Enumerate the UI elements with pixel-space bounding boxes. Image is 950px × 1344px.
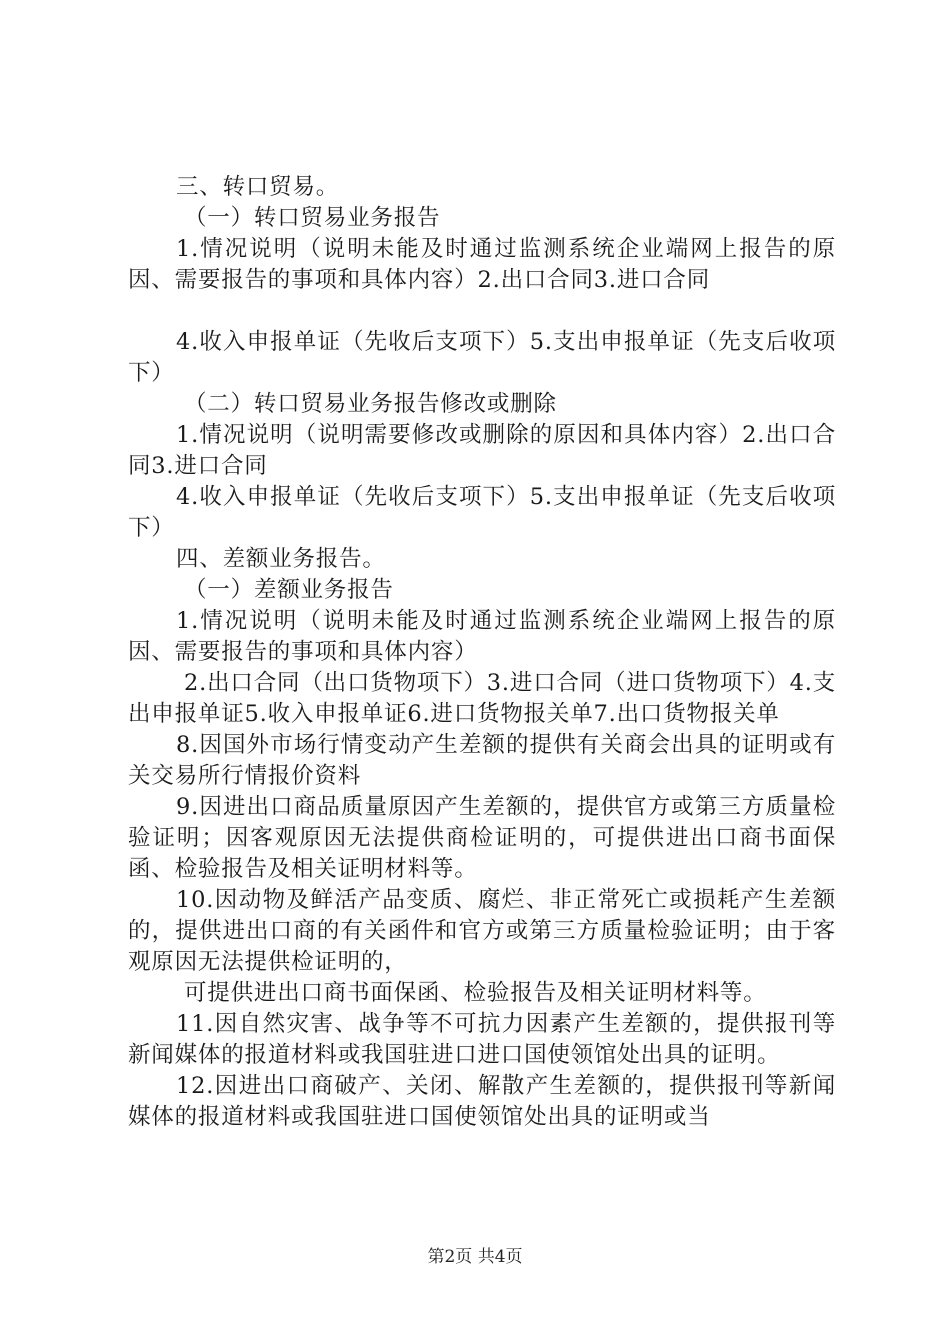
paragraph-4-1-item-2: 2.出口合同（出口货物项下）3.进口合同（进口货物项下）4.支出申报单证5.收入申报单证6.进口货物报关单7.出口货物报关单: [128, 670, 836, 727]
paragraph-4-1-item-12: 12.因进出口商破产、关闭、解散产生差额的，提供报刊等新闻媒体的报道材料或我国驻进口国使领馆处出具的证明或当: [128, 1073, 836, 1130]
subsection-heading-3-2: （二）转口贸易业务报告修改或删除: [184, 391, 557, 417]
section-heading-3: 三、转口贸易。: [176, 174, 340, 200]
subsection-heading-4-1: （一）差额业务报告: [184, 577, 394, 603]
subsection-heading-3-1: （一）转口贸易业务报告: [184, 205, 441, 231]
section-heading-4: 四、差额业务报告。: [176, 546, 386, 572]
document-body: [128, 172, 836, 1133]
paragraph-4-1-item-8: 8.因国外市场行情变动产生差额的提供有关商会出具的证明或有关交易所行情报价资料: [128, 732, 836, 789]
paragraph-4-1-item-10-cont: 可提供进出口商书面保函、检验报告及相关证明材料等。: [184, 980, 767, 1006]
paragraph-4-1-item-11: 11.因自然灾害、战争等不可抗力因素产生差额的，提供报刊等新闻媒体的报道材料或我国驻进口进口国使领馆处出具的证明。: [128, 1011, 836, 1068]
paragraph-3-1-item-1: 1.情况说明（说明未能及时通过监测系统企业端网上报告的原因、需要报告的事项和具体内容）2.出口合同3.进口合同: [128, 236, 836, 293]
page-number: 第2页 共4页: [427, 1247, 523, 1267]
paragraph-3-1-item-4: 4.收入申报单证（先收后支项下）5.支出申报单证（先支后收项下）: [128, 329, 836, 386]
paragraph-4-1-item-10: 10.因动物及鲜活产品变质、腐烂、非正常死亡或损耗产生差额的，提供进出口商的有关函件和官方或第三方质量检验证明；由于客观原因无法提供检证明的，: [128, 887, 836, 975]
page-footer: [0, 1242, 950, 1267]
paragraph-4-1-item-1: 1.情况说明（说明未能及时通过监测系统企业端网上报告的原因、需要报告的事项和具体内容）: [128, 608, 836, 665]
paragraph-4-1-item-9: 9.因进出口商品质量原因产生差额的，提供官方或第三方质量检验证明；因客观原因无法提供商检证明的，可提供进出口商书面保函、检验报告及相关证明材料等。: [128, 794, 836, 882]
paragraph-3-2-item-4: 4.收入申报单证（先收后支项下）5.支出申报单证（先支后收项下）: [128, 484, 836, 541]
paragraph-3-2-item-1: 1.情况说明（说明需要修改或删除的原因和具体内容）2.出口合同3.进口合同: [128, 422, 836, 479]
